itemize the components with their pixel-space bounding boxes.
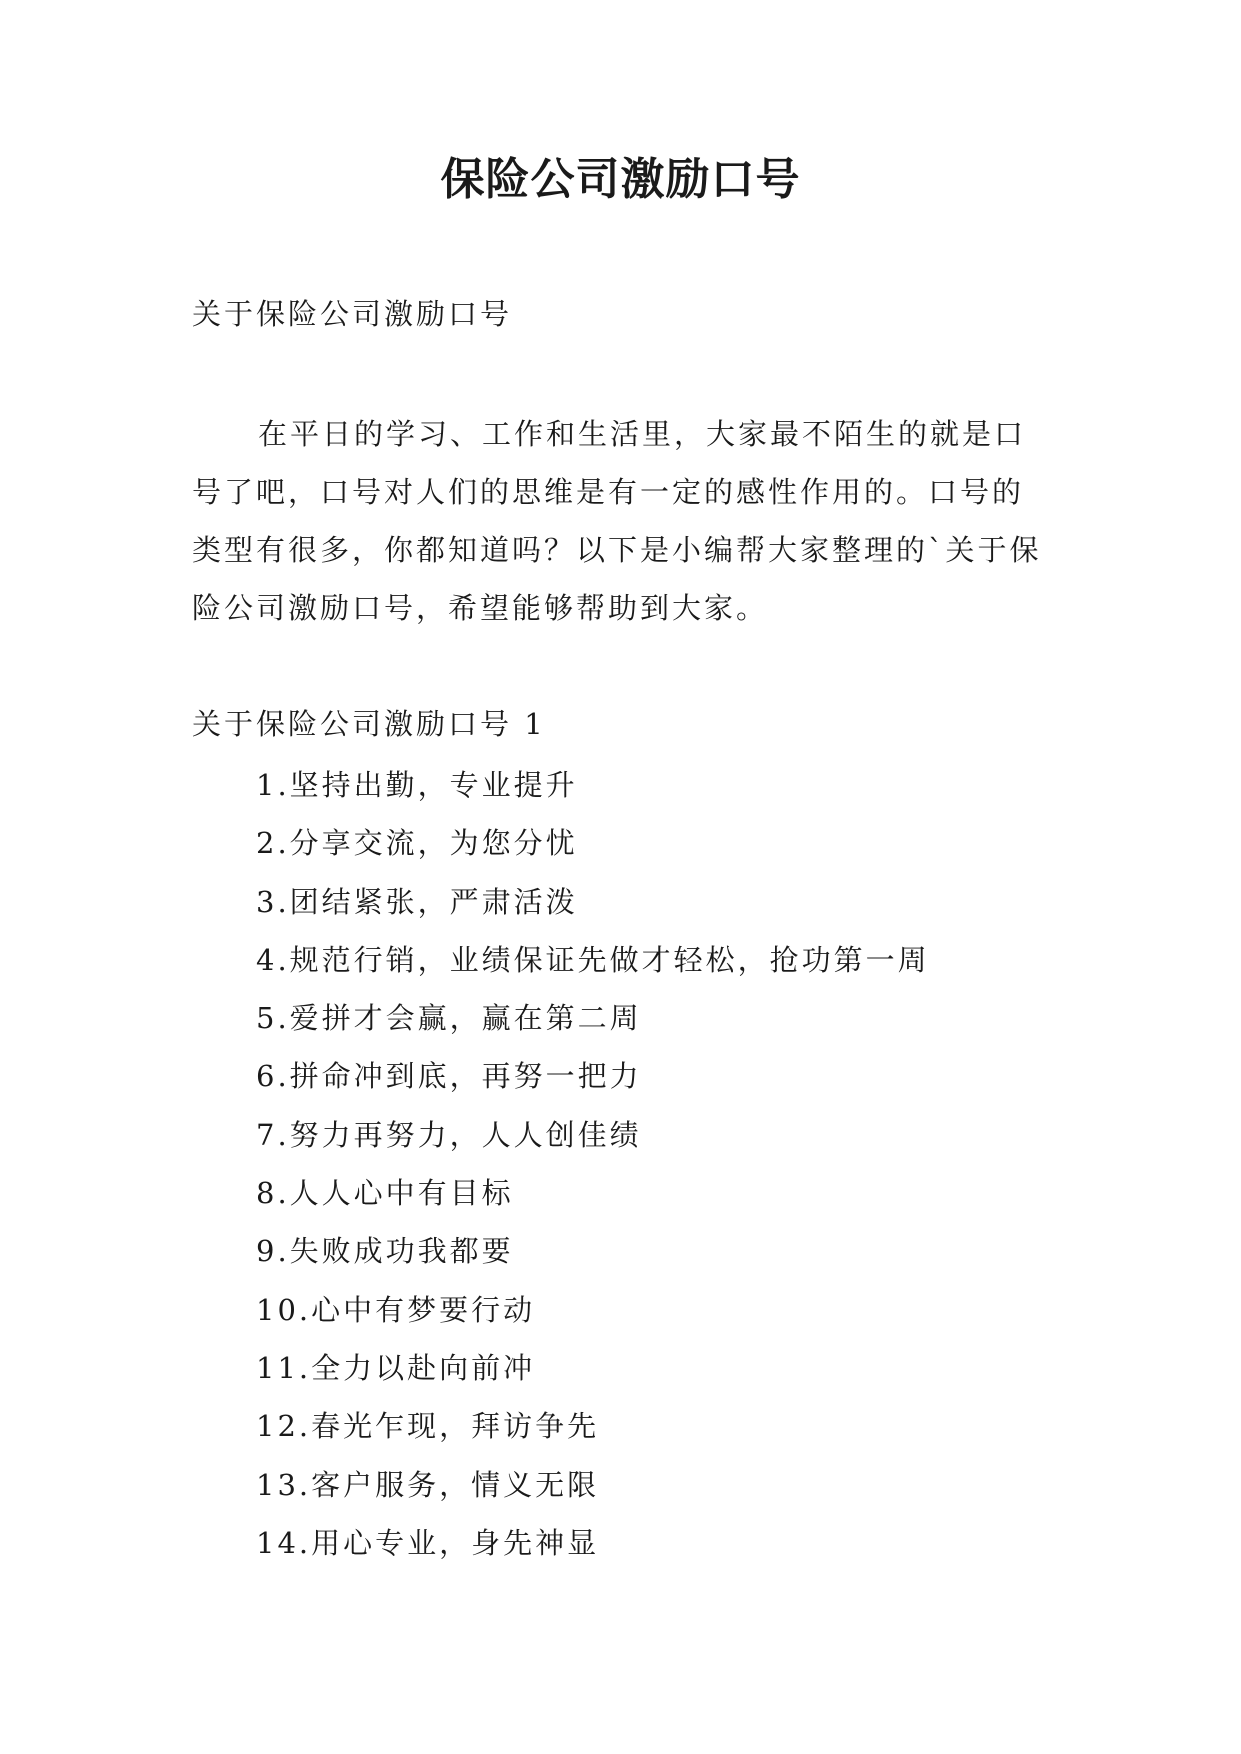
list-item: 3.团结紧张，严肃活泼	[256, 884, 578, 919]
list-item: 12.春光乍现，拜访争先	[256, 1409, 600, 1444]
list-item: 4.规范行销，业绩保证先做才轻松，抢功第一周	[256, 942, 930, 977]
list-item: 13.客户服务，情义无限	[256, 1467, 600, 1502]
list-item: 1.坚持出勤，专业提升	[256, 768, 578, 802]
intro-paragraph: 在平日的学习、工作和生活里，大家最不陌生的就是口号了吧，口号对人们的思维是有一定的感性作用的。口号的类型有很多，你都知道吗？以下是小编帮大家整理的`关于保险公司激励口号，希望能够帮助到大家。	[192, 417, 1042, 625]
list-item: 2.分享交流，为您分忧	[256, 826, 578, 861]
list-item: 9.失败成功我都要	[256, 1234, 514, 1269]
document-subheading: 关于保险公司激励口号	[192, 297, 513, 331]
list-item: 5.爱拼才会赢，赢在第二周	[256, 1001, 642, 1036]
document-title: 保险公司激励口号	[440, 154, 801, 205]
list-item: 6.拼命冲到底，再努一把力	[256, 1059, 642, 1094]
list-item: 7.努力再努力，人人创佳绩	[256, 1117, 642, 1152]
list-item: 10.心中有梦要行动	[256, 1292, 536, 1327]
list-item: 8.人人心中有目标	[256, 1176, 514, 1211]
section-heading: 关于保险公司激励口号 1	[192, 707, 546, 741]
slogan-list	[256, 756, 930, 1572]
list-item: 14.用心专业，身先神显	[256, 1525, 600, 1560]
list-item: 11.全力以赴向前冲	[256, 1350, 536, 1385]
